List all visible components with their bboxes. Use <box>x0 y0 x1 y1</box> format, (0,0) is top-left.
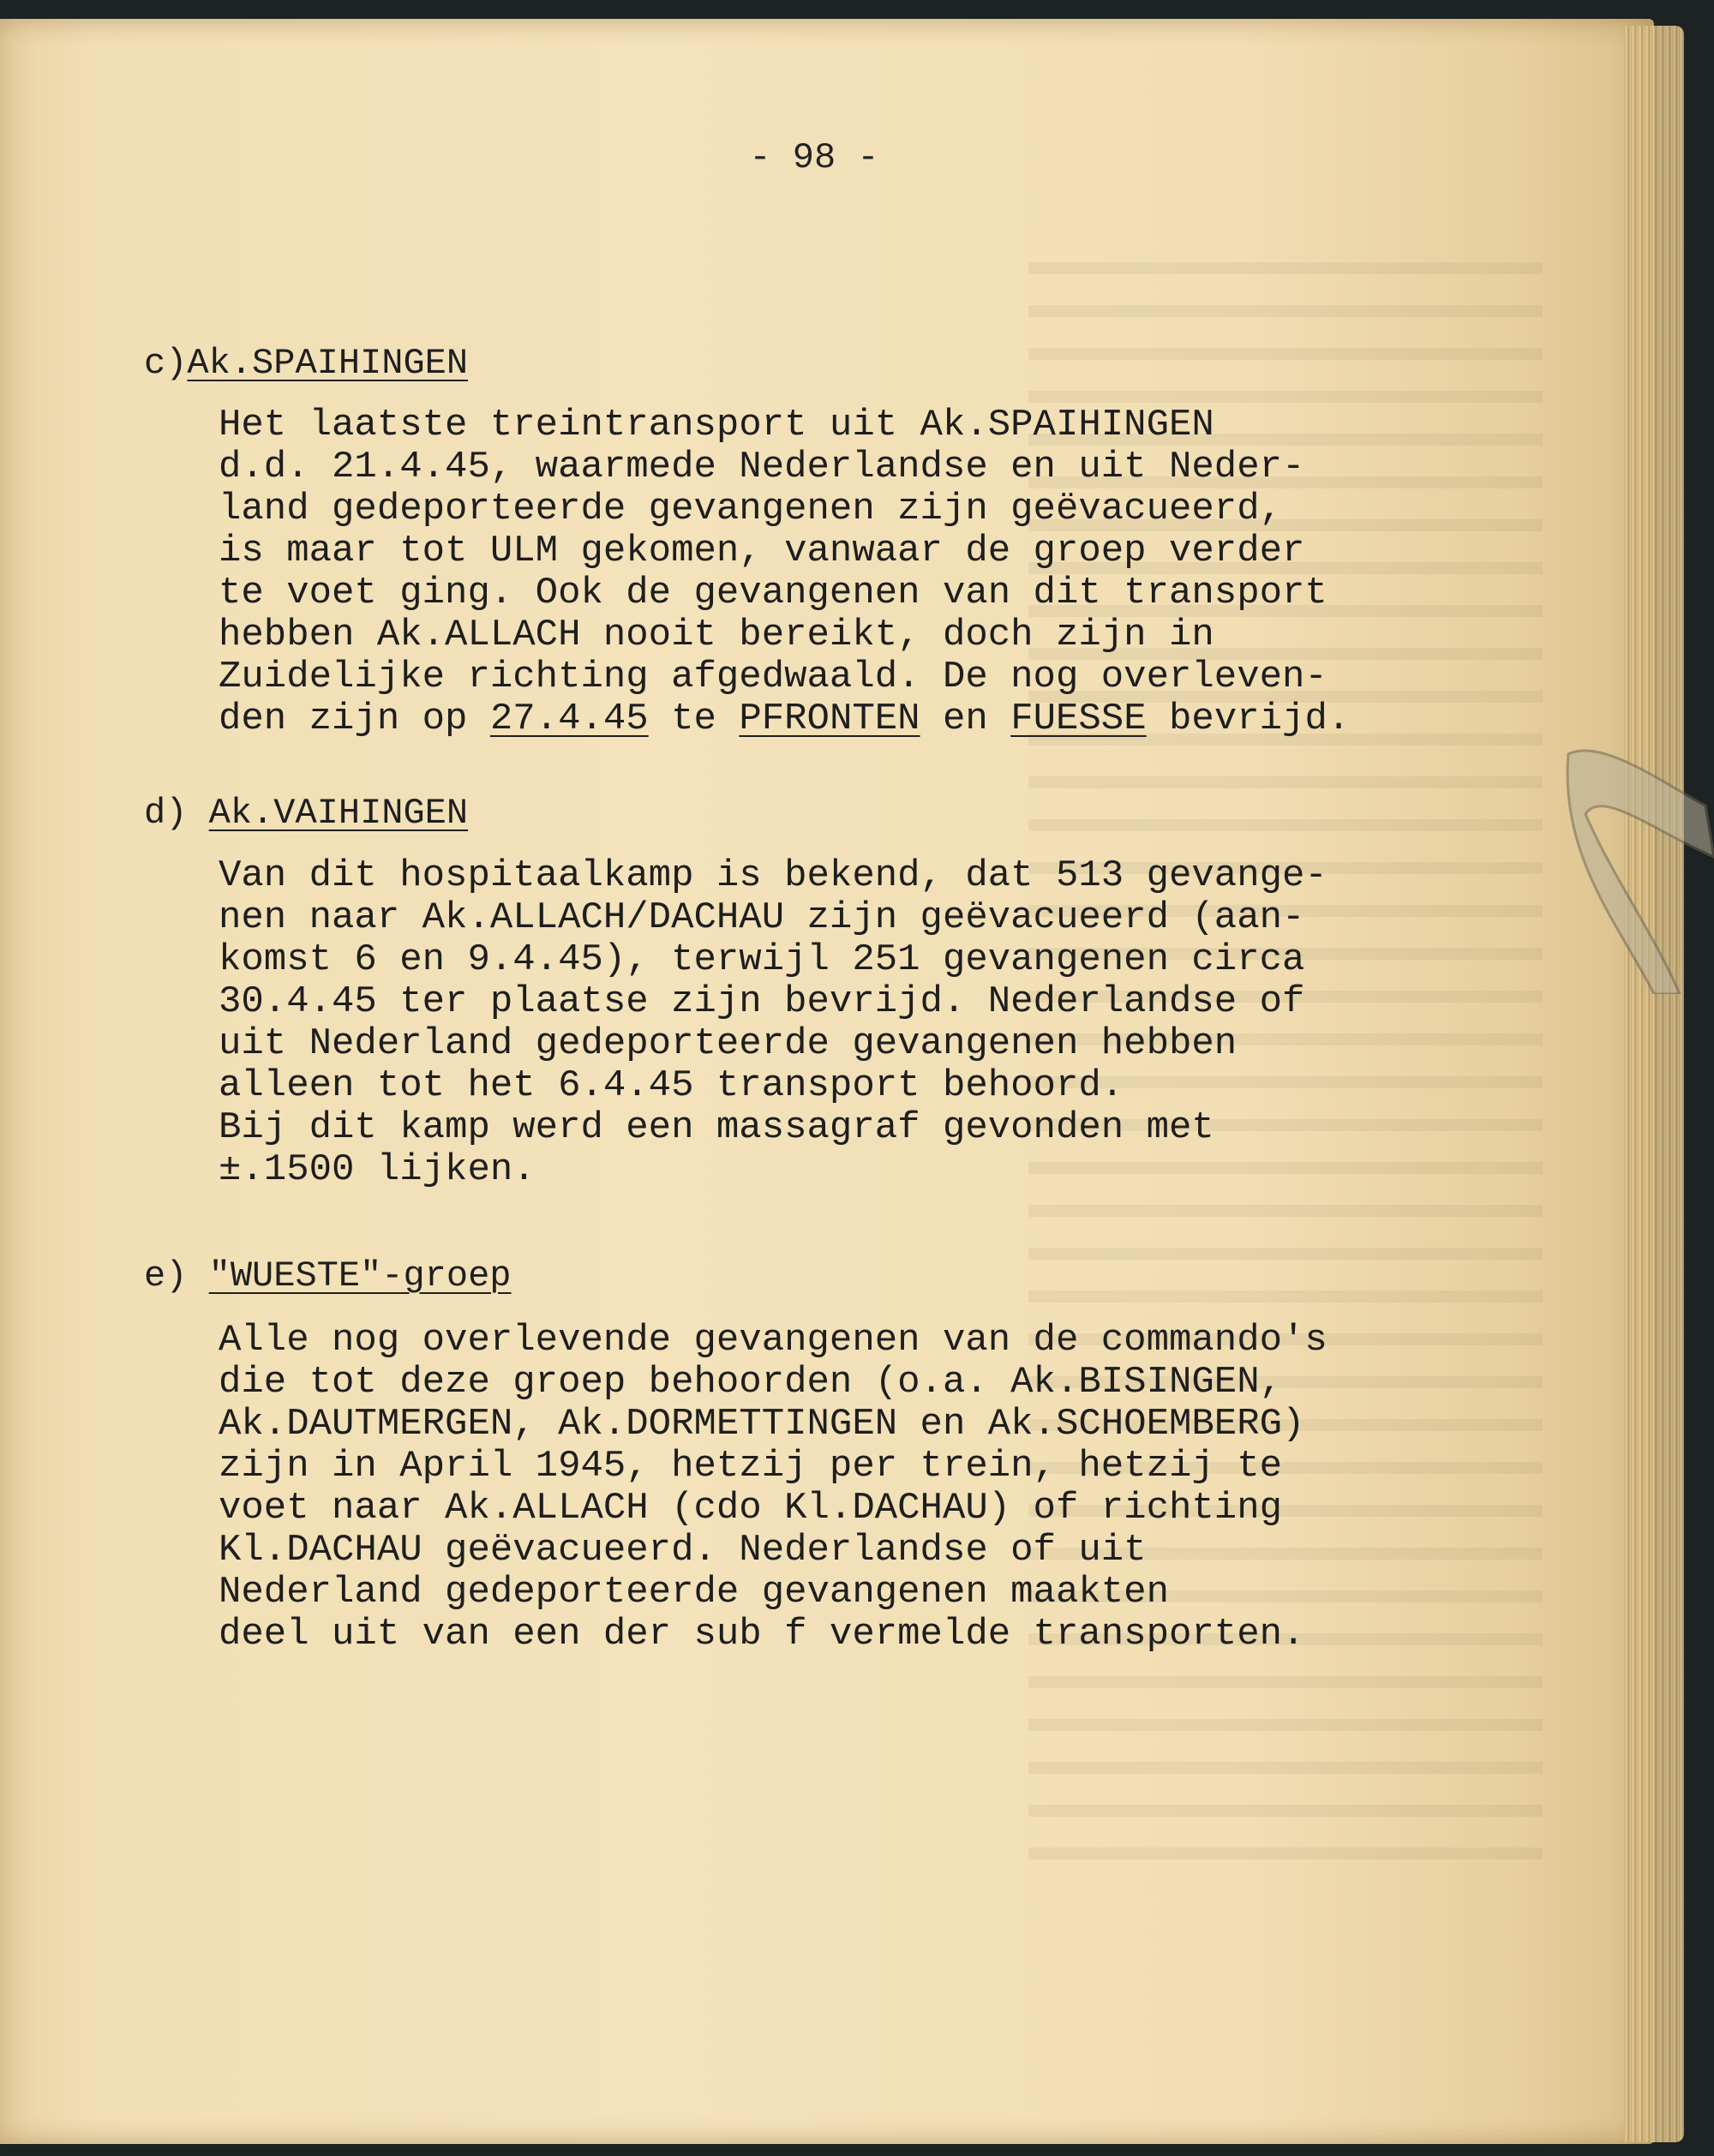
section-c-line: d.d. 21.4.45, waarmede Nederlandse en uit Neder- <box>219 446 1305 488</box>
text-run: den zijn op <box>219 698 490 740</box>
section-c-heading <box>144 343 468 384</box>
bookmark-ribbon <box>1551 737 1714 994</box>
section-d-heading <box>144 793 468 834</box>
page-edges <box>1624 26 1684 2142</box>
section-e-line: zijn in April 1945, hetzij per trein, hetzij te <box>219 1445 1283 1488</box>
section-d-body <box>219 855 1327 1191</box>
section-e-title: "WUESTE"-groep <box>208 1255 512 1297</box>
text-run: en <box>920 698 1011 740</box>
section-e-line: die tot deze groep behoorden (o.a. Ak.BISINGEN, <box>219 1361 1283 1404</box>
section-e-heading <box>144 1255 512 1297</box>
section-c-line: Het laatste treintransport uit Ak.SPAIHINGEN <box>219 404 1214 446</box>
page-number: - 98 - <box>749 137 879 178</box>
text-run: te <box>648 698 740 740</box>
section-d-line: 30.4.45 ter plaatse zijn bevrijd. Nederlandse of <box>219 980 1305 1023</box>
section-c-line: Zuidelijke richting afgedwaald. De nog overleven- <box>219 656 1327 698</box>
liberation-date: 27.4.45 <box>489 698 649 740</box>
section-d-line: ±.1500 lijken. <box>219 1148 536 1191</box>
section-d-line: uit Nederland gedeporteerde gevangenen hebben <box>219 1022 1238 1065</box>
section-d-line: Bij dit kamp werd een massagraf gevonden met <box>219 1106 1214 1149</box>
section-d-line: komst 6 en 9.4.45), terwijl 251 gevangenen circa <box>219 938 1305 981</box>
section-c-line: te voet ging. Ook de gevangenen van dit transport <box>219 572 1327 614</box>
section-e-line: voet naar Ak.ALLACH (cdo Kl.DACHAU) of richting <box>219 1487 1283 1530</box>
section-e-body <box>219 1320 1327 1656</box>
section-e-line: deel uit van een der sub f vermelde transporten. <box>219 1613 1305 1656</box>
section-e-line: Alle nog overlevende gevangenen van de commando's <box>219 1319 1327 1362</box>
section-d-marker: d) <box>144 793 188 834</box>
section-e-line: Nederland gedeporteerde gevangenen maakten <box>219 1571 1169 1614</box>
section-d-title: Ak.VAIHINGEN <box>208 793 469 834</box>
text-run: bevrijd. <box>1146 698 1351 740</box>
section-c-last-line <box>219 698 1350 740</box>
section-e-marker: e) <box>144 1255 188 1297</box>
place-fuesse: FUESSE <box>1010 698 1147 740</box>
section-d-line: alleen tot het 6.4.45 transport behoord. <box>219 1064 1124 1107</box>
section-c-title: Ak.SPAIHINGEN <box>187 343 469 384</box>
place-pfronten: PFRONTEN <box>739 698 920 740</box>
section-e-line: Ak.DAUTMERGEN, Ak.DORMETTINGEN en Ak.SCHOEMBERG) <box>219 1403 1305 1446</box>
section-c-body <box>219 404 1350 740</box>
section-e-line: Kl.DACHAU geëvacueerd. Nederlandse of uit <box>219 1529 1147 1572</box>
section-d-line: Van dit hospitaalkamp is bekend, dat 513 gevange- <box>219 854 1327 897</box>
section-c-marker: c) <box>144 343 188 384</box>
section-c-line: hebben Ak.ALLACH nooit bereikt, doch zijn in <box>219 614 1214 656</box>
section-d-line: nen naar Ak.ALLACH/DACHAU zijn geëvacueerd (aan- <box>219 896 1305 939</box>
section-c-line: land gedeporteerde gevangenen zijn geëvacueerd, <box>219 488 1283 530</box>
section-c-line: is maar tot ULM gekomen, vanwaar de groep verder <box>219 530 1305 572</box>
